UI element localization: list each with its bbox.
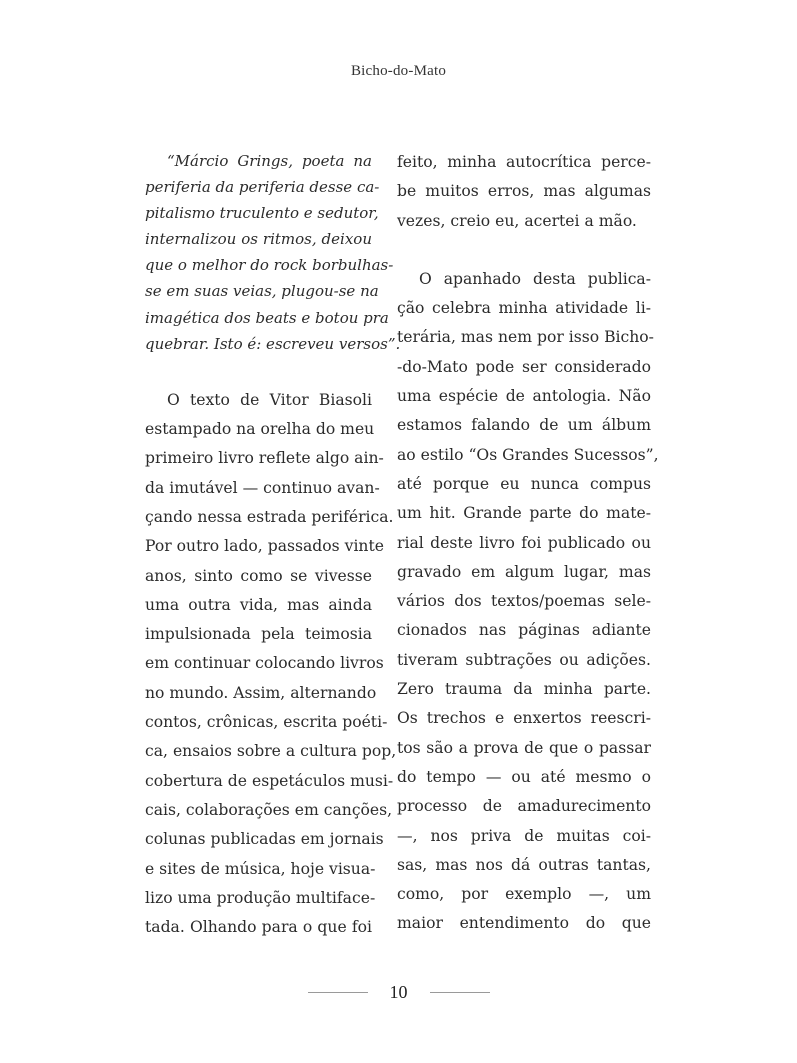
text-line: çando nessa estrada periférica. xyxy=(145,507,394,526)
text-line: anos, sinto como se vivesse xyxy=(145,566,372,585)
text-line: estampado na orelha do meu xyxy=(145,420,375,439)
text-line: ca, ensaios sobre a cultura pop, xyxy=(145,742,397,761)
paragraph-gap xyxy=(145,357,372,386)
text-line: gravado em algum lugar, mas xyxy=(397,562,651,581)
text-line: Os trechos e enxertos reescri- xyxy=(397,709,651,728)
text-line: um hit. Grande parte do mate- xyxy=(397,504,651,523)
text-line: primeiro livro reflete algo ain- xyxy=(145,449,384,468)
text-line: do tempo — ou até mesmo o xyxy=(397,767,651,786)
text-line: colunas publicadas em jornais xyxy=(145,830,384,849)
text-line: cionados nas páginas adiante xyxy=(397,621,651,640)
text-line: tada. Olhando para o que foi xyxy=(145,918,372,937)
text-line: feito, minha autocrítica perce- xyxy=(397,153,651,171)
text-line: impulsionada pela teimosia xyxy=(145,625,372,644)
text-line: Zero trauma da minha parte. xyxy=(397,680,651,699)
text-line: Por outro lado, passados vinte xyxy=(145,537,384,556)
text-line: cobertura de espetáculos musi- xyxy=(145,771,394,790)
body-paragraph xyxy=(145,386,397,943)
folio-rule-left xyxy=(308,992,368,993)
running-head: Bicho-do-Mato xyxy=(350,63,447,79)
text-line: lizo uma produção multiface- xyxy=(145,888,376,907)
text-line: tiveram subtrações ou adições. xyxy=(397,650,651,669)
text-line: maior entendimento do que xyxy=(397,914,651,933)
epigraph-quote xyxy=(145,148,401,357)
right-column xyxy=(397,148,659,939)
text-line: ao estilo “Os Grandes Sucessos”, xyxy=(397,445,659,464)
text-line: estamos falando de um álbum xyxy=(397,416,651,435)
text-line: até porque eu nunca compus xyxy=(397,474,651,493)
text-line: ção celebra minha atividade li- xyxy=(397,299,651,318)
text-line: e sites de música, hoje visua- xyxy=(145,859,376,878)
text-line: be muitos erros, mas algumas xyxy=(397,182,651,201)
text-line: contos, crônicas, escrita poéti- xyxy=(145,713,388,732)
text-line: tos são a prova de que o passar xyxy=(397,738,651,757)
page-number: 10 xyxy=(389,982,408,1002)
text-line: se em suas veias, plugou-se na xyxy=(145,282,379,301)
text-line: —, nos priva de muitas coi- xyxy=(397,826,651,845)
text-line: sas, mas nos dá outras tantas, xyxy=(397,855,651,874)
text-line: uma espécie de antologia. Não xyxy=(397,387,651,406)
text-line: vezes, creio eu, acertei a mão. xyxy=(397,211,637,230)
text-line: da imutável — continuo avan- xyxy=(145,478,380,497)
text-line: periferia da periferia desse ca- xyxy=(145,178,380,197)
text-line: que o melhor do rock borbulhas- xyxy=(145,256,394,275)
left-column xyxy=(145,148,401,942)
folio-rule-right xyxy=(430,992,490,993)
body-paragraph xyxy=(397,265,659,939)
text-line: quebrar. Isto é: escreveu versos”. xyxy=(145,334,401,353)
text-line: imagética dos beats e botou pra xyxy=(145,308,389,327)
text-line: terária, mas nem por isso Bicho- xyxy=(397,328,654,347)
text-line: internalizou os ritmos, deixou xyxy=(145,230,372,249)
body-paragraph-continuation xyxy=(397,148,651,236)
text-line: processo de amadurecimento xyxy=(397,797,651,816)
text-line: rial deste livro foi publicado ou xyxy=(397,533,651,552)
text-line: uma outra vida, mas ainda xyxy=(145,595,372,614)
text-line: O texto de Vitor Biasoli xyxy=(167,390,372,409)
text-line: em continuar colocando livros xyxy=(145,654,384,673)
text-line: “Márcio Grings, poeta na xyxy=(167,152,372,170)
text-line: pitalismo truculento e sedutor, xyxy=(145,204,379,223)
text-line: como, por exemplo —, um xyxy=(397,885,651,904)
text-line: -do-Mato pode ser considerado xyxy=(397,357,651,376)
text-line: vários dos textos/poemas sele- xyxy=(397,592,651,611)
text-line: O apanhado desta publica- xyxy=(419,269,651,288)
text-line: no mundo. Assim, alternando xyxy=(145,683,377,702)
paragraph-gap xyxy=(397,236,651,265)
folio xyxy=(0,982,797,1003)
text-line: cais, colaborações em canções, xyxy=(145,800,393,819)
